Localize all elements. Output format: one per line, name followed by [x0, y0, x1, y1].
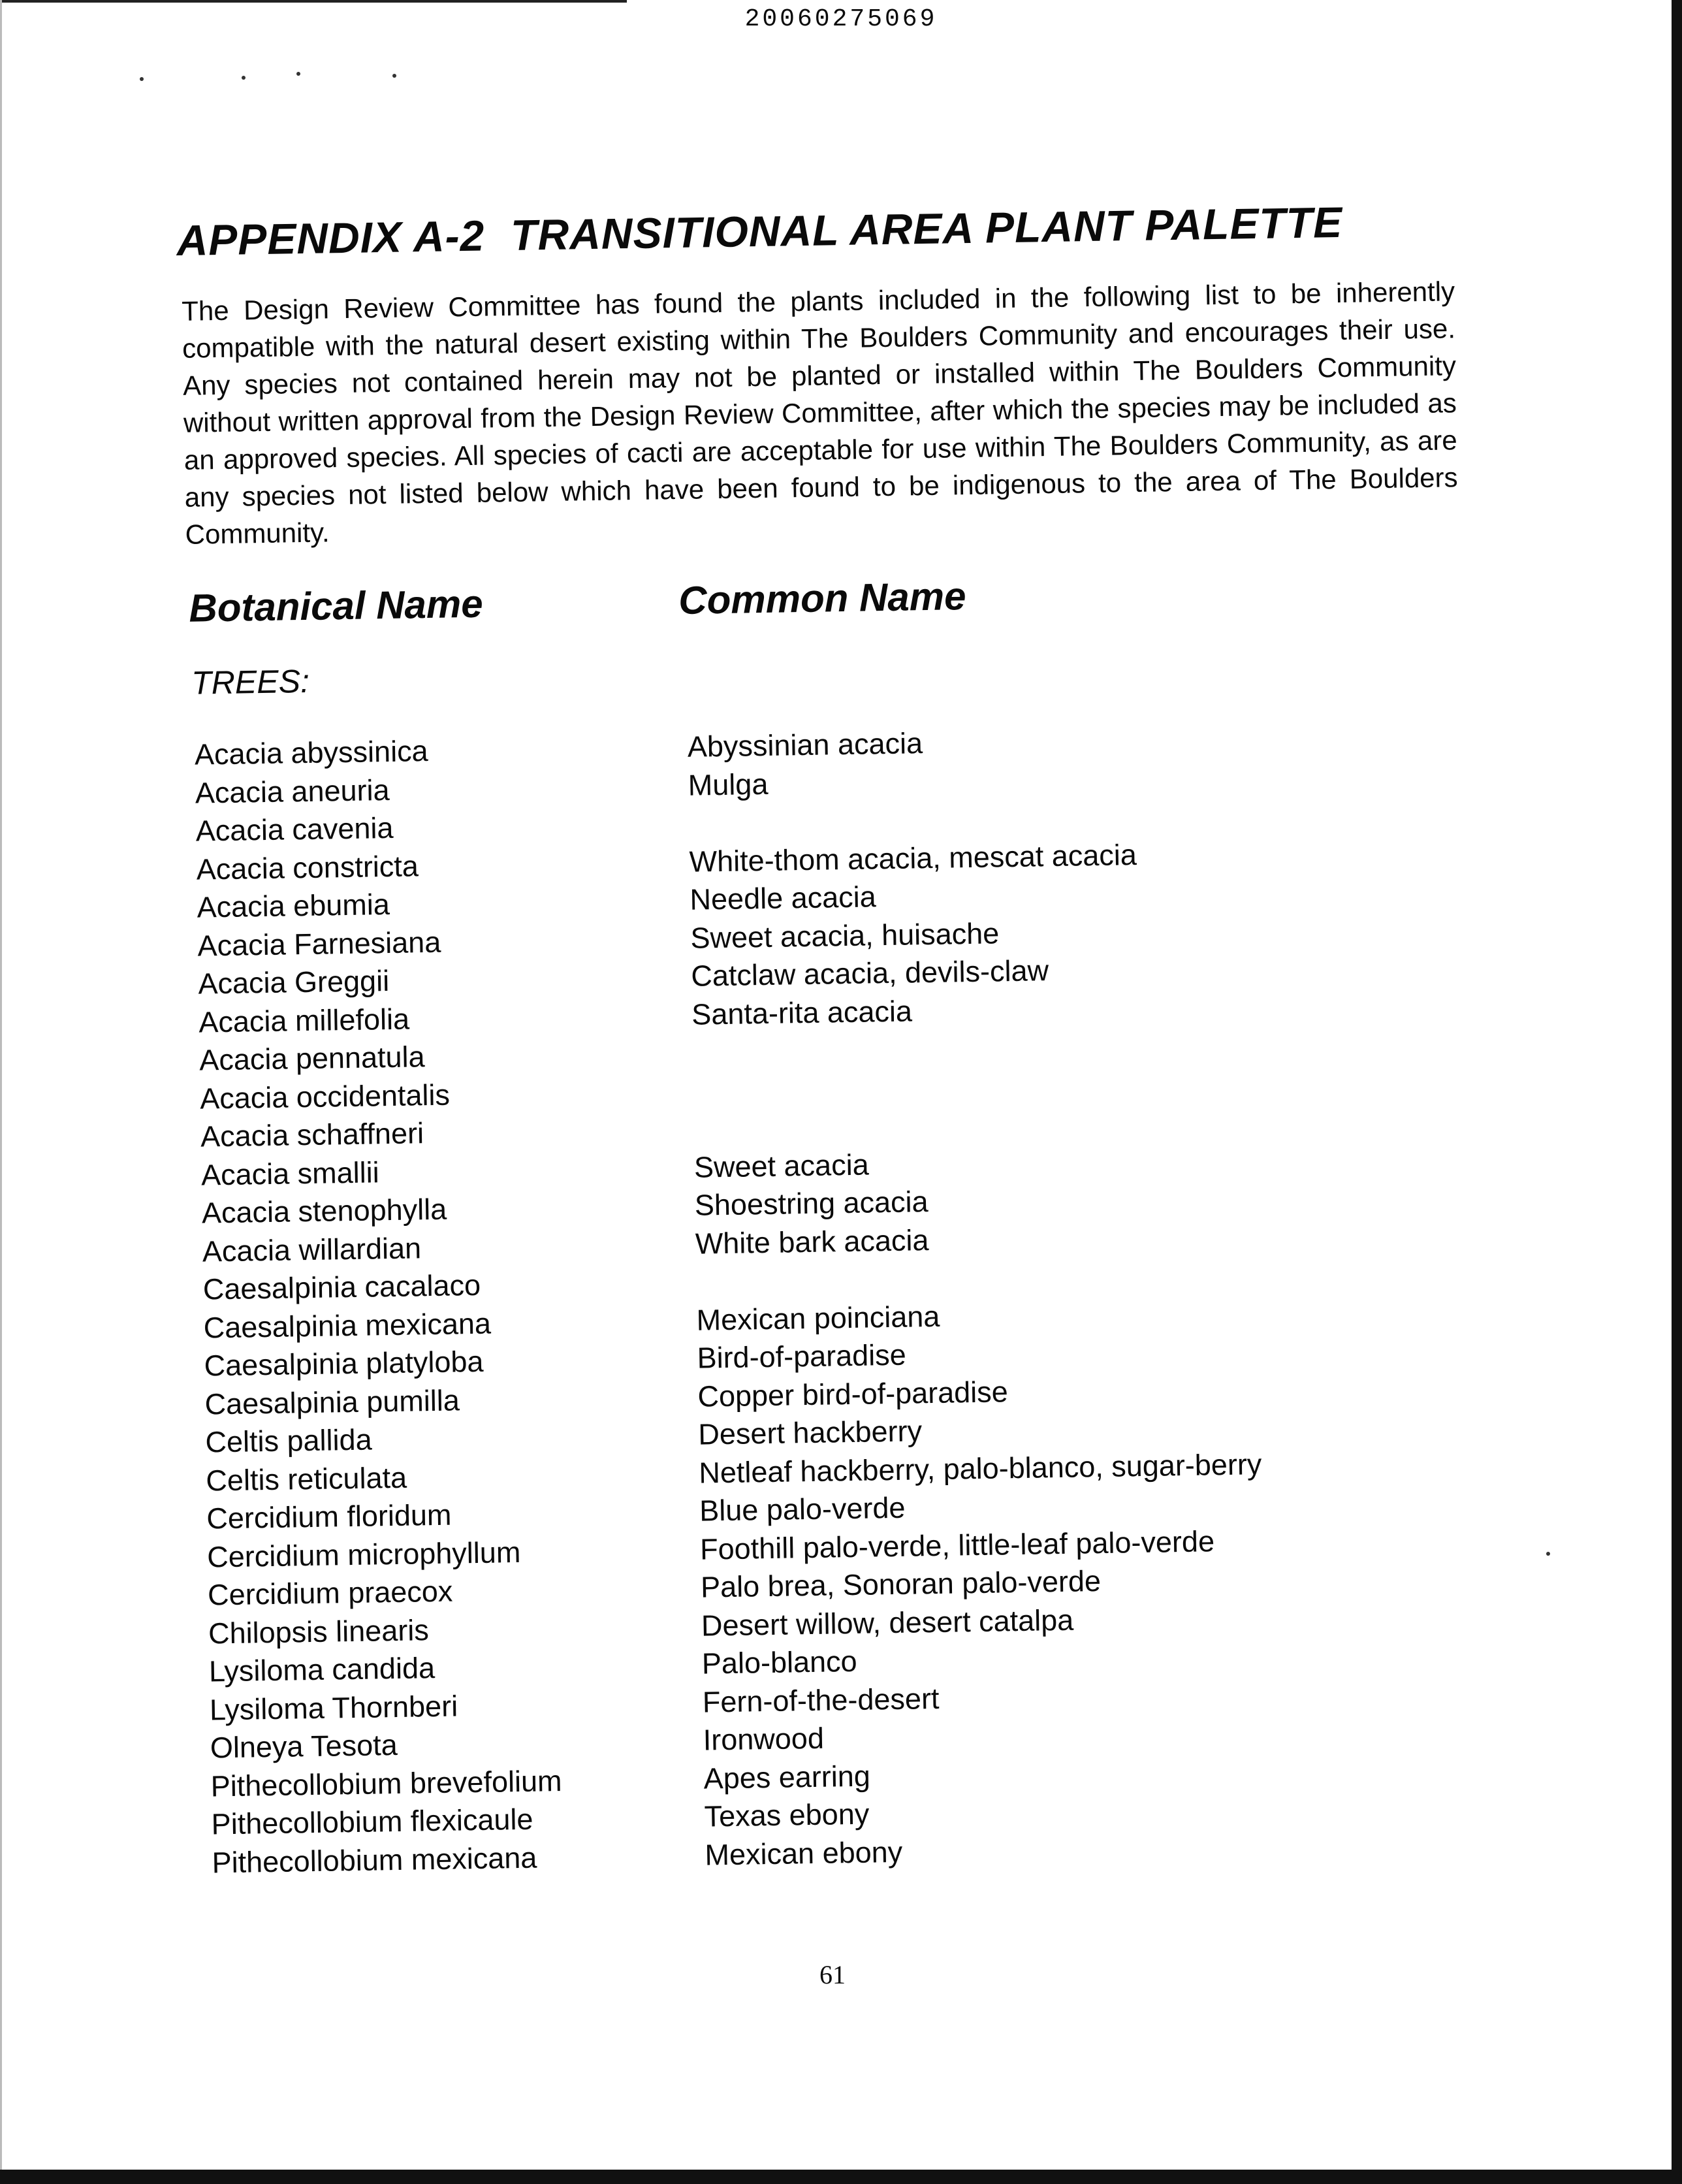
title-heading: TRANSITIONAL AREA PLANT PALETTE: [510, 197, 1343, 259]
botanical-name-header: Botanical Name: [188, 581, 484, 630]
scan-speck: [1546, 1552, 1550, 1556]
botanical-name: Lysiloma Thornberi: [209, 1689, 458, 1726]
botanical-name: Acacia cavenia: [195, 811, 394, 848]
botanical-name: Acacia pennatula: [198, 1040, 425, 1077]
plant-list: [185, 716, 1482, 1882]
scan-speck: [242, 76, 246, 80]
common-name: Texas ebony: [704, 1797, 870, 1833]
botanical-name: Acacia ebumia: [197, 888, 390, 924]
botanical-name: Caesalpinia mexicana: [203, 1306, 492, 1345]
common-name: Sweet acacia, huisache: [690, 916, 1000, 955]
botanical-name: Acacia willardian: [202, 1230, 422, 1268]
botanical-name: Olneya Tesota: [210, 1727, 398, 1765]
scan-speck: [296, 72, 300, 76]
botanical-name: Lysiloma candida: [208, 1651, 436, 1688]
common-name: Shoestring acacia: [694, 1185, 928, 1222]
botanical-name: Celtis reticulata: [206, 1460, 407, 1498]
common-name: Palo brea, Sonoran palo-verde: [700, 1564, 1102, 1604]
document-number: 20060275069: [744, 5, 938, 33]
page-number: 61: [819, 1960, 846, 1989]
common-name: Desert willow, desert catalpa: [701, 1603, 1074, 1643]
botanical-name: Caesalpinia cacalaco: [202, 1268, 481, 1306]
botanical-name: Acacia schaffneri: [200, 1116, 424, 1153]
botanical-name: Cercidium microphyllum: [206, 1535, 521, 1574]
scan-bottom-border: [0, 2170, 1682, 2184]
title-appendix: APPENDIX A-2: [176, 211, 485, 265]
common-name: Mexican ebony: [705, 1835, 903, 1872]
common-name: Foothill palo-verde, little-leaf palo-verde: [699, 1524, 1215, 1566]
scan-left-edge: [0, 0, 2, 2184]
common-name-header: Common Name: [678, 574, 966, 622]
common-name: White-thom acacia, mescat acacia: [689, 837, 1137, 878]
botanical-name: Caesalpinia pumilla: [204, 1383, 460, 1421]
common-name: Mulga: [688, 767, 769, 802]
common-name: Ironwood: [703, 1721, 825, 1757]
botanical-name: Pithecollobium brevefolium: [210, 1763, 562, 1803]
common-name: Desert hackberry: [698, 1414, 923, 1451]
common-name: Catclaw acacia, devils-claw: [690, 954, 1049, 993]
botanical-name: Acacia smallii: [200, 1155, 380, 1192]
common-name: Bird-of-paradise: [697, 1338, 907, 1375]
botanical-name: Pithecollobium mexicana: [212, 1840, 537, 1879]
common-name: Santa-rita acacia: [691, 993, 913, 1031]
scan-right-border: [1672, 0, 1682, 2184]
botanical-name: Acacia stenophylla: [201, 1192, 447, 1230]
scan-speck: [392, 74, 396, 78]
common-name: Mexican poinciana: [696, 1299, 940, 1337]
common-name: Needle acacia: [690, 880, 877, 916]
botanical-name: Acacia Greggii: [198, 964, 390, 1001]
botanical-name: Acacia aneuria: [195, 773, 390, 810]
common-name: Fern-of-the-desert: [702, 1681, 940, 1719]
section-label-trees: TREES:: [191, 662, 310, 701]
common-name: Copper bird-of-paradise: [697, 1374, 1009, 1413]
botanical-name: Caesalpinia platyloba: [204, 1344, 484, 1383]
column-headers: [182, 566, 1463, 638]
common-name: Netleaf hackberry, palo-blanco, sugar-berry: [698, 1447, 1262, 1490]
botanical-name: Acacia millefolia: [198, 1002, 410, 1039]
common-name: White bark acacia: [695, 1223, 929, 1261]
page-content: [176, 195, 1482, 1882]
common-name: Blue palo-verde: [699, 1490, 906, 1528]
botanical-name: Cercidium praecox: [207, 1574, 453, 1612]
scan-speck: [140, 77, 144, 81]
botanical-name: Cercidium floridum: [206, 1498, 452, 1535]
botanical-name: Acacia occidentalis: [199, 1078, 451, 1116]
intro-paragraph: The Design Review Committee has found the plants included in the following list to be inherently compatible with the natural desert existing within The Boulders Community and encourages their use. Any species not contained herein may not be planted or installed within The Boulders Community without written approval from the Design Review Committee, after which the species may be included as an approved species. All species of cacti are acceptable for use within The Boulders Community, as are any species not listed below which have been found to be indigenous to the area of The Boulders Community.: [181, 276, 1458, 550]
botanical-name: Pithecollobium flexicaule: [211, 1802, 533, 1841]
page-title: [176, 195, 1457, 265]
common-name: Palo-blanco: [701, 1644, 857, 1680]
botanical-name: Acacia abyssinica: [194, 734, 428, 771]
common-name: Apes earring: [703, 1759, 871, 1795]
botanical-name: Celtis pallida: [205, 1422, 372, 1459]
common-name: Abyssinian acacia: [687, 726, 923, 763]
scan-top-line: [0, 0, 627, 3]
common-name: Sweet acacia: [693, 1148, 870, 1184]
botanical-name: Acacia Farnesiana: [197, 925, 441, 963]
botanical-name: Acacia constricta: [196, 848, 419, 886]
botanical-name: Chilopsis linearis: [208, 1613, 430, 1650]
